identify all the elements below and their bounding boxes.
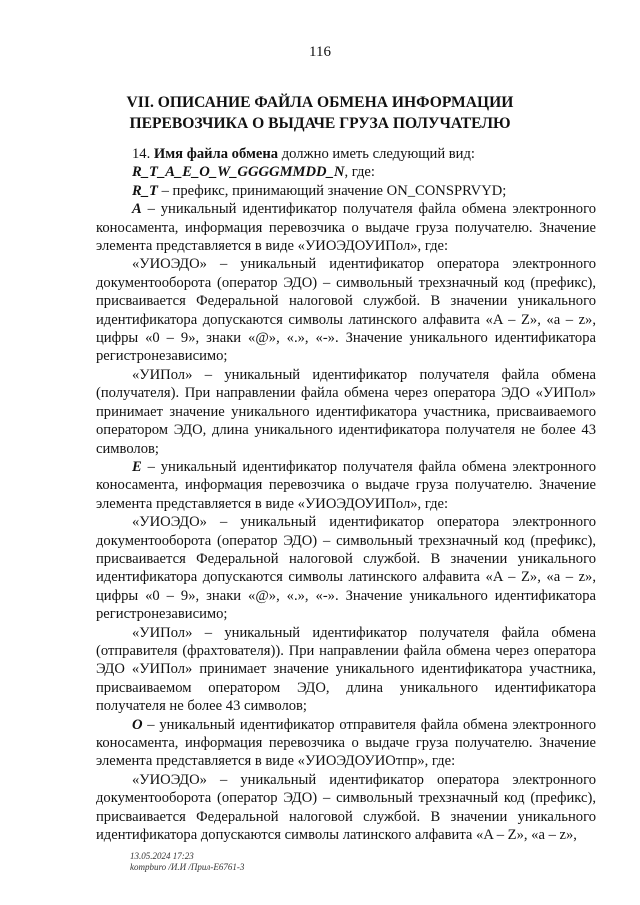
section-title-line-2: ПЕРЕВОЗЧИКА О ВЫДАЧЕ ГРУЗА ПОЛУЧАТЕЛЮ	[129, 115, 511, 132]
paragraph-text: , где:	[344, 164, 375, 181]
paragraph-text: – уникальный идентификатор получателя файла обмена электронного коносамента, информация перевозчика о выдаче груза получателю. Значение элемента представляется в виде «УИОЭДОУИПол», где:	[96, 201, 596, 255]
paragraph-text: – уникальный идентификатор получателя файла обмена электронного коносамента, информация перевозчика о выдаче груза получателю. Значение элемента представляется в виде «УИОЭДОУИПол», где:	[96, 458, 596, 512]
paragraph-uioedo-2: «УИОЭДО» – уникальный идентификатор оператора электронного документооборота (оператор ЭДО) – символьный трехзначный код (префикс), присваивается Федеральной налоговой службой. В значении уникального идентификатора допускаются символы латинского алфавита «A – Z», «a – z», цифры «0 – 9», знаки «@», «.», «-». Значение уникального идентификатора регистронезависимо;	[96, 514, 596, 623]
code-r-t: R_T	[132, 182, 158, 199]
paragraph-uioedo-1: «УИОЭДО» – уникальный идентификатор оператора электронного документооборота (оператор ЭДО) – символьный трехзначный код (префикс), присваивается Федеральной налоговой службой. В значении уникального идентификатора допускаются символы латинского алфавита «A – Z», «a – z», цифры «0 – 9», знаки «@», «.», «-». Значение уникального идентификатора регистронезависимо;	[96, 256, 596, 365]
code-a: A	[132, 201, 142, 218]
paragraph-text: должно иметь следующий вид:	[278, 146, 475, 162]
section-title-line-1: VII. ОПИСАНИЕ ФАЙЛА ОБМЕНА ИНФОРМАЦИИ	[126, 94, 514, 111]
code-e: E	[132, 458, 142, 475]
paragraph-text: – уникальный идентификатор отправителя файла обмена электронного коносамента, информация перевозчика о выдаче груза получателю. Значение элемента представляется в виде «УИОЭДОУИОтпр», где:	[96, 716, 596, 770]
paragraph-uioedo-3: «УИОЭДО» – уникальный идентификатор оператора электронного документооборота (оператор ЭДО) – символьный трехзначный код (префикс), присваивается Федеральной налоговой службой. В значении уникального идентификатора допускаются символы латинского алфавита «A – Z», «a – z»,	[96, 771, 596, 844]
paragraph-file-name-intro	[96, 145, 596, 163]
code-o: O	[132, 716, 143, 733]
paragraph-file-name-pattern	[96, 163, 596, 181]
item-number: 14.	[132, 146, 154, 162]
paragraph-prefix	[96, 182, 596, 200]
paragraph-element-a	[96, 200, 596, 255]
paragraph-element-o	[96, 716, 596, 771]
file-name-pattern: R_T_A_E_O_W_GGGGMMDD_N	[132, 164, 345, 181]
paragraph-uipol-2: «УИПол» – уникальный идентификатор получателя файла обмена (отправителя (фрахтователя)). При направлении файла обмена через оператора ЭДО «УИПол» принимает значение уникального идентификатора участника, присваиваемом оператором ЭДО, длина уникального идентификатора получателя не более 43 символов;	[96, 624, 596, 715]
term-file-name: Имя файла обмена	[153, 146, 279, 162]
paragraph-element-e	[96, 458, 596, 513]
document-body	[96, 145, 596, 844]
footer-reference: kompburo /И.И /Прил-Е6761-3	[130, 862, 245, 872]
section-title	[80, 92, 560, 134]
document-footer	[130, 851, 244, 873]
paragraph-uipol-1: «УИПол» – уникальный идентификатор получателя файла обмена (получателя). При направлении файла обмена через оператора ЭДО «УИПол» принимает значение уникального идентификатора участника, присваиваемого оператором ЭДО, длина уникального идентификатора получателя не более 43 символов;	[96, 366, 596, 457]
footer-timestamp: 13.05.2024 17:23	[130, 851, 194, 861]
page-number: 116	[309, 44, 331, 60]
paragraph-text: – префикс, принимающий значение ON_CONSPRVYD;	[157, 182, 507, 199]
